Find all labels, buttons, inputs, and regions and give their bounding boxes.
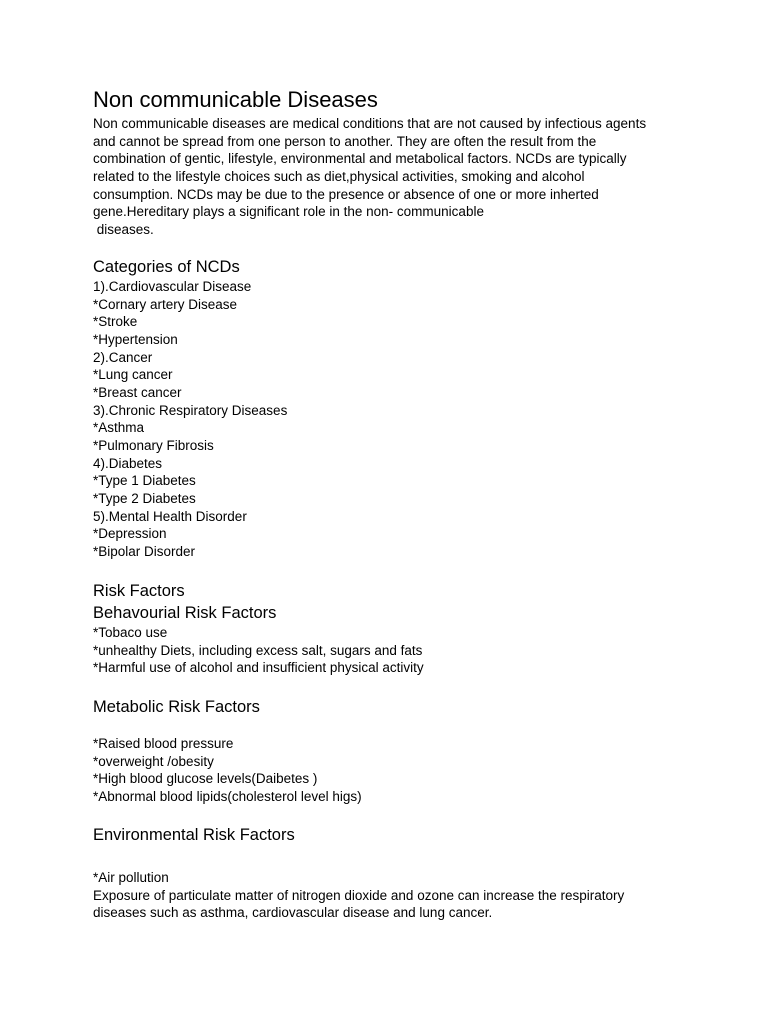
list-item: *Depression bbox=[93, 526, 167, 542]
intro-line: and cannot be spread from one person to another. They are often the result from the bbox=[93, 133, 597, 149]
list-item: *Abnormal blood lipids(cholesterol level higs) bbox=[93, 788, 362, 804]
environmental-paragraph-line: diseases such as asthma, cardiovascular disease and lung cancer. bbox=[93, 905, 493, 921]
intro-line: combination of gentic, lifestyle, environmental and metabolical factors. NCDs are typically bbox=[93, 151, 627, 167]
list-item: 4).Diabetes bbox=[93, 455, 163, 471]
intro-line: related to the lifestyle choices such as diet,physical activities, smoking and alcohol bbox=[93, 168, 585, 184]
list-item: *Pulmonary Fibrosis bbox=[93, 437, 214, 453]
list-item: *Type 2 Diabetes bbox=[93, 490, 196, 506]
environmental-paragraph-line: Exposure of particulate matter of nitrogen dioxide and ozone can increase the respiratory bbox=[93, 887, 625, 903]
list-item: *Breast cancer bbox=[93, 384, 182, 400]
list-item: 1).Cardiovascular Disease bbox=[93, 279, 252, 294]
environmental-list bbox=[93, 869, 624, 922]
risk-factors-heading: Risk Factors bbox=[93, 582, 185, 600]
environmental-heading: Environmental Risk Factors bbox=[93, 826, 295, 844]
list-item: *Asthma bbox=[93, 420, 145, 436]
list-item: *Tobaco use bbox=[93, 625, 168, 640]
page-title: Non communicable Diseases bbox=[93, 87, 378, 112]
list-item: *Air pollution bbox=[93, 870, 169, 885]
list-item: *Type 1 Diabetes bbox=[93, 473, 196, 489]
intro-line: gene.Hereditary plays a significant role in the non- communicable bbox=[93, 204, 484, 220]
behavioural-heading: Behavourial Risk Factors bbox=[93, 604, 277, 622]
list-item: *Stroke bbox=[93, 314, 138, 330]
categories-heading: Categories of NCDs bbox=[93, 258, 240, 276]
list-item: *unhealthy Diets, including excess salt, sugars and fats bbox=[93, 642, 423, 658]
list-item: 3).Chronic Respiratory Diseases bbox=[93, 402, 288, 418]
list-item: *Bipolar Disorder bbox=[93, 543, 196, 559]
categories-list bbox=[93, 278, 287, 561]
list-item: *overweight /obesity bbox=[93, 753, 214, 769]
intro-line: diseases. bbox=[93, 221, 154, 237]
list-item: 5).Mental Health Disorder bbox=[93, 508, 247, 524]
behavioural-list bbox=[93, 624, 424, 677]
list-item: *Raised blood pressure bbox=[93, 736, 234, 751]
list-item: *Cornary artery Disease bbox=[93, 296, 238, 312]
list-item: *Lung cancer bbox=[93, 367, 173, 383]
metabolic-list bbox=[93, 735, 362, 806]
intro-paragraph bbox=[93, 115, 646, 239]
metabolic-heading: Metabolic Risk Factors bbox=[93, 698, 260, 716]
list-item: *Hypertension bbox=[93, 331, 178, 347]
intro-line: Non communicable diseases are medical conditions that are not caused by infectious agents bbox=[93, 116, 647, 131]
list-item: *High blood glucose levels(Daibetes ) bbox=[93, 771, 318, 787]
list-item: *Harmful use of alcohol and insufficient physical activity bbox=[93, 660, 424, 676]
list-item: 2).Cancer bbox=[93, 349, 153, 365]
intro-line: consumption. NCDs may be due to the presence or absence of one or more inherted bbox=[93, 186, 599, 202]
